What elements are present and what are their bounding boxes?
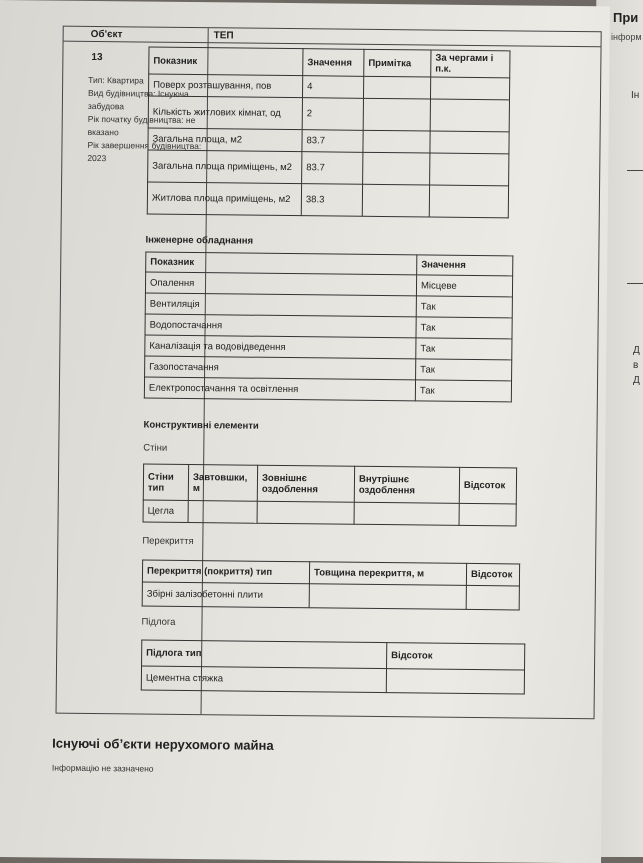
table-row — [143, 500, 516, 526]
walls-label: Стіни — [143, 442, 168, 454]
tep-cell: 83.7 — [302, 152, 363, 185]
engineering-cell: Місцеве — [416, 275, 512, 297]
tep-cell — [363, 130, 430, 153]
tep-cell — [363, 98, 430, 131]
object-build-end: Рік завершення будівництва: 2023 — [87, 139, 202, 164]
floor-col-header: Відсоток — [387, 643, 525, 670]
structural-title: Конструктивні елементи — [143, 419, 259, 432]
ceilings-cell — [309, 584, 466, 610]
engineering-table — [144, 252, 514, 403]
existing-objects-note: Інформацію не зазначено — [51, 762, 154, 774]
engineering-cell: Каналізація та водовідведення — [145, 335, 416, 359]
engineering-cell: Так — [416, 359, 512, 381]
walls-cell — [354, 502, 459, 525]
next-page-mark: Д — [633, 345, 640, 356]
ceilings-label: Перекриття — [142, 535, 194, 548]
object-number: 13 — [91, 51, 103, 64]
tep-col-header: За чергами і п.к. — [431, 50, 510, 78]
ceilings-col-header: Товщина перекриття, м — [309, 562, 466, 586]
next-page-title: При — [613, 10, 639, 25]
next-page-line — [627, 170, 643, 171]
engineering-cell: Так — [415, 380, 511, 402]
tep-table — [147, 47, 511, 219]
walls-col-header: Відсоток — [459, 467, 516, 504]
tep-col-header: Значення — [303, 49, 364, 77]
existing-objects-title: Існуючі об’єкти нерухомого майна — [52, 735, 274, 753]
engineering-cell: Опалення — [145, 272, 416, 296]
walls-cell — [459, 503, 516, 526]
floor-col-header: Підлога тип — [142, 640, 387, 669]
engineering-cell: Так — [416, 338, 512, 360]
tep-cell — [430, 153, 509, 186]
tep-col-header: Показник — [149, 47, 303, 76]
ceilings-cell: Збірні залізобетонні плити — [142, 582, 309, 608]
tep-cell — [363, 76, 430, 99]
next-page-mark: Д — [633, 375, 640, 386]
tep-cell: Поверх розташування, пов — [149, 74, 303, 98]
ceilings-col-header: Перекриття (покриття) тип — [142, 560, 309, 584]
object-type: Тип: Квартира — [88, 74, 144, 86]
ceilings-table — [142, 560, 520, 611]
ceilings-col-header: Відсоток — [466, 563, 519, 586]
engineering-col-header: Значення — [417, 255, 513, 276]
next-page-subtitle: інформ — [611, 32, 642, 42]
tep-cell: 83.7 — [302, 130, 363, 153]
engineering-cell: Водопостачання — [145, 314, 416, 338]
walls-cell — [188, 500, 257, 523]
next-page-mark: Ін — [631, 90, 640, 101]
tep-cell: Кількість житлових кімнат, од — [148, 96, 302, 130]
table-row — [148, 96, 509, 132]
object-build-start: Рік початку будівництва: не вказано — [87, 113, 196, 138]
ceilings-cell — [466, 585, 519, 610]
engineering-col-header: Показник — [146, 252, 417, 275]
tep-cell: 38.3 — [301, 184, 362, 217]
tep-cell — [362, 184, 429, 217]
walls-cell: Цегла — [143, 500, 188, 522]
engineering-cell: Електропостачання та освітлення — [144, 377, 415, 401]
tep-cell: 2 — [302, 98, 363, 131]
next-page-mark: в — [633, 360, 639, 371]
walls-cell — [257, 501, 354, 524]
object-build-kind: Вид будівництва: Існуюча забудова — [87, 87, 189, 112]
header-divider — [64, 41, 601, 48]
walls-table — [143, 464, 518, 527]
floor-cell: Цементна стяжка — [141, 666, 386, 693]
tep-cell — [363, 152, 430, 185]
tep-cell: Загальна площа, м2 — [148, 128, 302, 152]
table-row — [148, 150, 509, 186]
tep-cell — [430, 99, 509, 132]
walls-col-header: Зовнішнє оздоблення — [257, 465, 354, 502]
tep-cell — [430, 77, 509, 100]
tep-header: ТЕП — [213, 30, 234, 42]
tep-cell — [429, 185, 508, 218]
table-row — [142, 582, 519, 610]
floor-cell — [386, 669, 524, 694]
floor-table — [141, 640, 526, 695]
engineering-cell: Так — [416, 296, 512, 318]
tep-cell — [430, 131, 509, 154]
walls-col-header: Внутрішнє оздоблення — [354, 466, 459, 503]
engineering-cell: Газопостачання — [145, 356, 416, 380]
table-row — [147, 182, 508, 218]
engineering-title: Інженерне обладнання — [145, 234, 254, 247]
walls-col-header: Завтовшки, м — [188, 465, 257, 502]
tep-cell: 4 — [302, 76, 363, 99]
table-row — [144, 377, 511, 402]
floor-label: Підлога — [141, 616, 176, 628]
tep-col-header: Примітка — [364, 49, 431, 77]
engineering-cell: Так — [416, 317, 512, 339]
walls-col-header: Стіни тип — [143, 464, 188, 500]
table-row — [141, 666, 524, 694]
tep-cell: Житлова площа приміщень, м2 — [147, 182, 301, 216]
engineering-cell: Вентиляція — [145, 293, 416, 317]
tep-cell: Загальна площа приміщень, м2 — [148, 150, 302, 184]
object-header: Об'єкт — [90, 28, 123, 41]
next-page-line — [627, 283, 643, 284]
